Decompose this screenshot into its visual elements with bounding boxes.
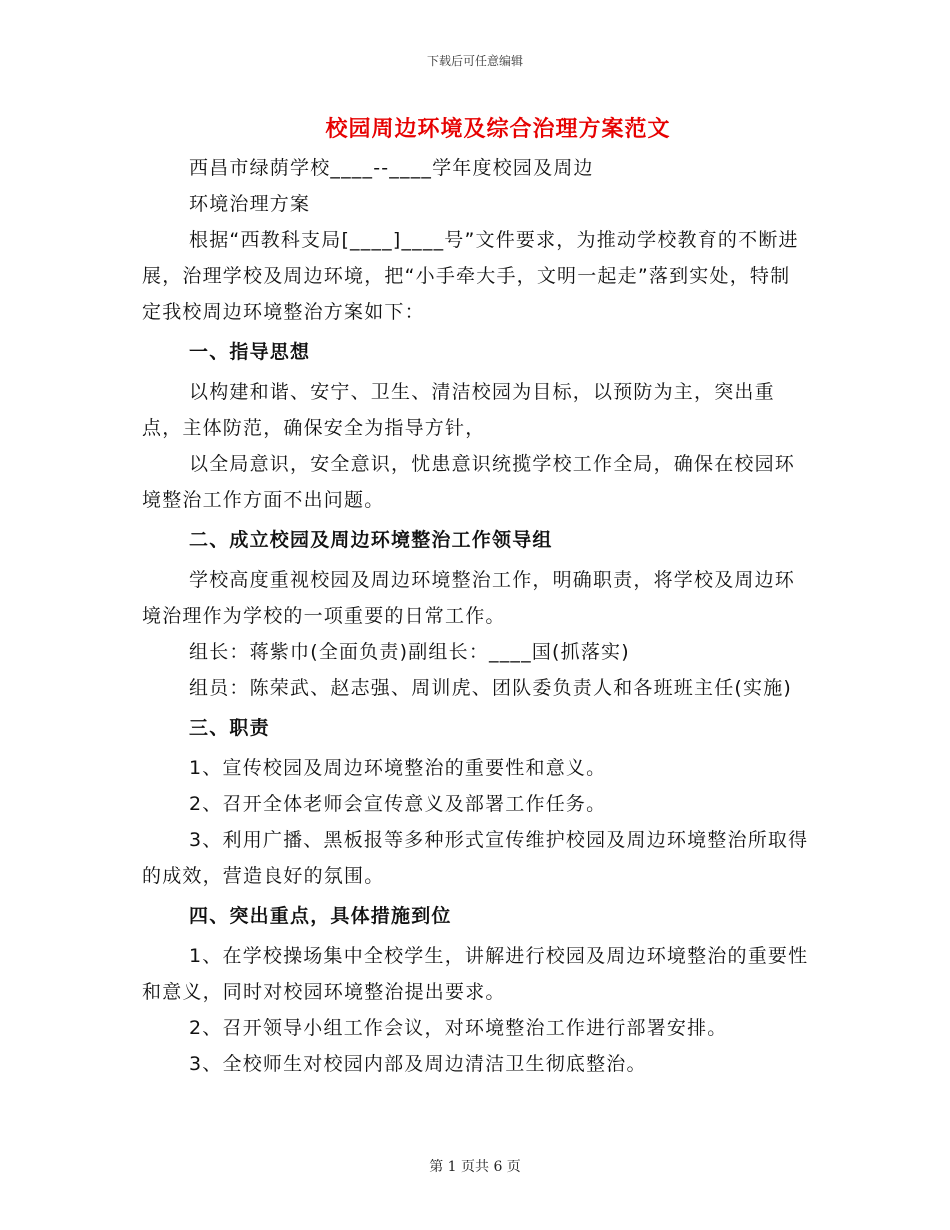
section-heading-1: 一、指导思想 <box>189 341 311 363</box>
section-heading-3: 三、职责 <box>189 717 270 739</box>
document-title: 校园周边环境及综合治理方案范文 <box>325 117 671 142</box>
document-body <box>142 150 810 1082</box>
duty-item-2: 2、召开全体老师会宣传意义及部署工作任务。 <box>189 793 607 815</box>
paragraph-guiding-2: 以全局意识，安全意识，忧患意识统揽学校工作全局，确保在校园环境整治工作方面不出问题。 <box>142 453 796 511</box>
paragraph-plan-name: 环境治理方案 <box>189 193 311 215</box>
header-note: 下载后可任意编辑 <box>426 54 523 68</box>
paragraph-intro: 根据“西教科支局[____]____号”文件要求，为推动学校教育的不断进展，治理学校及周边环境，把“小手牵大手，文明一起走”落到实处，特制定我校周边环境整治方案如下： <box>142 229 799 323</box>
duty-item-3: 3、利用广播、黑板报等多种形式宣传维护校园及周边环境整治所取得的成效，营造良好的氛围。 <box>142 829 809 887</box>
paragraph-group-members: 组员：陈荣武、赵志强、周训虎、团队委负责人和各班班主任(实施) <box>189 677 793 699</box>
paragraph-guiding-1: 以构建和谐、安宁、卫生、清洁校园为目标，以预防为主，突出重点，主体防范，确保安全为指导方针， <box>142 381 775 439</box>
paragraph-group-leader: 组长：蒋紫巾(全面负责)副组长：____国(抓落实) <box>189 641 630 663</box>
page-footer: 第 1 页共 6 页 <box>429 1159 521 1175</box>
duty-item-1: 1、宣传校园及周边环境整治的重要性和意义。 <box>189 757 607 779</box>
section-heading-2: 二、成立校园及周边环境整治工作领导组 <box>189 529 553 551</box>
measure-item-2: 2、召开领导小组工作会议，对环境整治工作进行部署安排。 <box>189 1017 728 1039</box>
paragraph-school-year: 西昌市绿荫学校____--____学年度校园及周边 <box>189 157 594 179</box>
measure-item-3: 3、全校师生对校园内部及周边清洁卫生彻底整治。 <box>189 1053 647 1075</box>
measure-item-1: 1、在学校操场集中全校学生，讲解进行校园及周边环境整治的重要性和意义，同时对校园环境整治提出要求。 <box>142 945 809 1003</box>
section-heading-4: 四、突出重点，具体措施到位 <box>189 905 452 927</box>
paragraph-leadership: 学校高度重视校园及周边环境整治工作，明确职责，将学校及周边环境治理作为学校的一项重要的日常工作。 <box>142 569 796 627</box>
